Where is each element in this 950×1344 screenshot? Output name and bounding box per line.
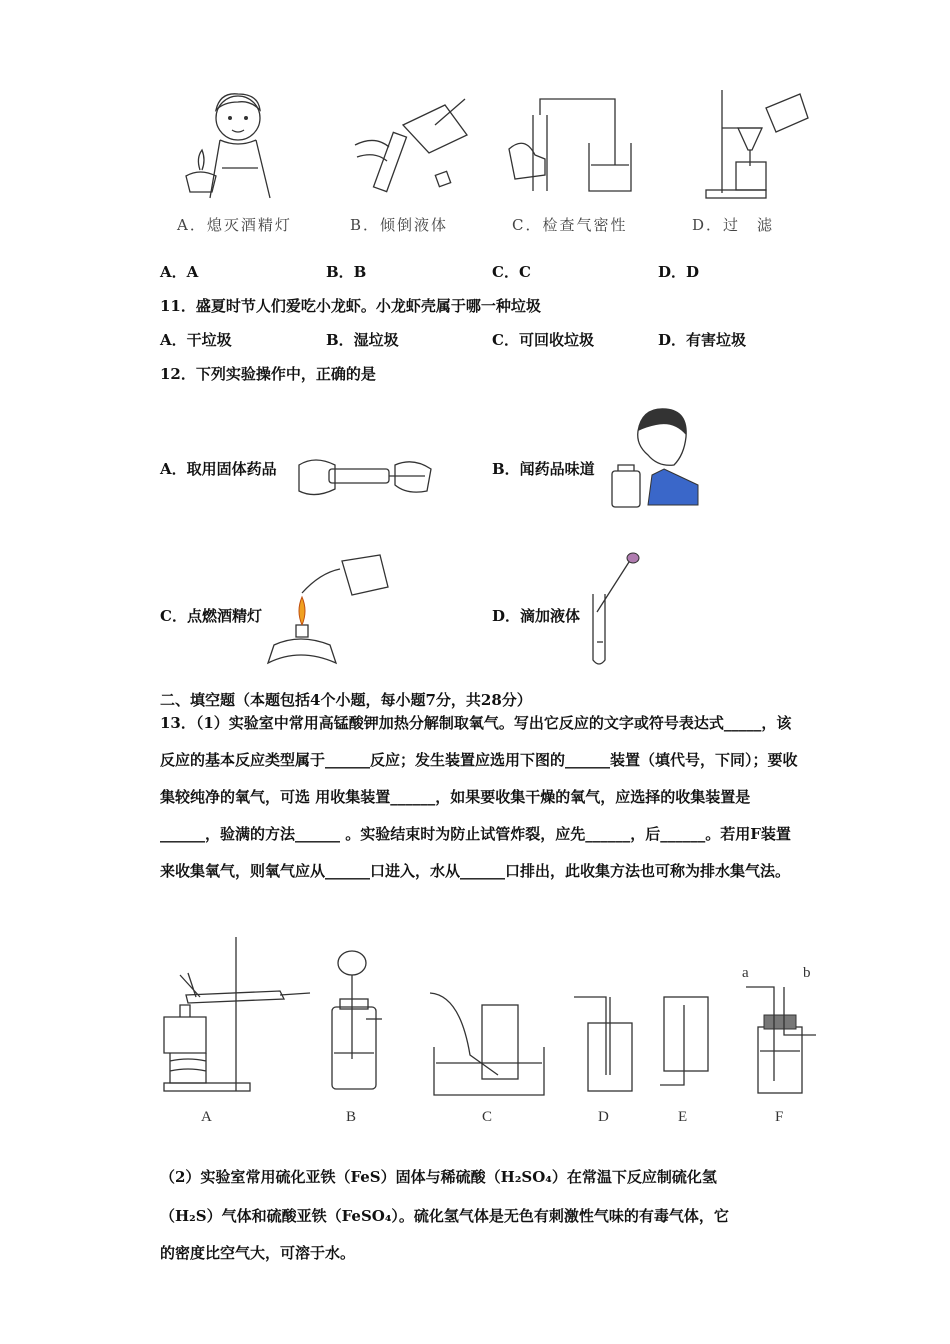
- q10-option-c: C．C: [492, 263, 531, 281]
- lighting-lamp-drawing: [260, 553, 390, 671]
- q10-option-d: D．D: [658, 263, 700, 281]
- apparatus-label-b: B: [346, 1109, 357, 1125]
- figure-check-airtightness: [505, 95, 635, 197]
- apparatus-b: [332, 951, 382, 1089]
- figure-take-solid: [295, 455, 435, 505]
- apparatus-label-f: F: [775, 1109, 784, 1125]
- figure-drop-liquid: [585, 550, 645, 670]
- figure-smell-chemical: [608, 405, 700, 513]
- q11-option-b: B．湿垃圾: [326, 331, 399, 349]
- pouring-liquid-drawing: [345, 95, 475, 195]
- figure-extinguish-lamp: [180, 88, 300, 200]
- q13-part2-line3: 的密度比空气大，可溶于水。: [160, 1244, 356, 1262]
- apparatus-f: [746, 987, 816, 1093]
- boy-blowing-lamp-drawing: [180, 88, 300, 200]
- apparatus-a: [164, 937, 310, 1091]
- apparatus-label-c: C: [482, 1109, 493, 1125]
- figure-caption-b: B．倾倒液体: [350, 216, 449, 234]
- section-heading: 二、填空题（本题包括4个小题，每小题7分，共28分）: [160, 691, 532, 709]
- q13-part2-line2: （H₂S）气体和硫酸亚铁（FeSO₄）。硫化氢气体是无色有刺激性气味的有毒气体，它: [160, 1207, 729, 1225]
- q11-stem: 11．盛夏时节人们爱吃小龙虾。小龙虾壳属于哪一种垃圾: [160, 297, 541, 315]
- q13-part2-line1: （2）实验室常用硫化亚铁（FeS）固体与稀硫酸（H₂SO₄）在常温下反应制硫化氢: [160, 1168, 717, 1186]
- figure-pour-liquid: [345, 95, 475, 195]
- smelling-drawing: [608, 405, 700, 513]
- q12-option-d: D．滴加液体: [492, 607, 581, 625]
- filtration-drawing: [700, 88, 810, 203]
- solid-sampling-drawing: [295, 455, 435, 505]
- apparatus-d: [574, 997, 632, 1091]
- apparatus-c: [430, 993, 544, 1095]
- airtightness-drawing: [505, 95, 635, 197]
- figure-filtration: [700, 88, 810, 203]
- q11-option-d: D．有害垃圾: [658, 331, 747, 349]
- apparatus-label-f-port-a: a: [742, 965, 749, 981]
- q11-option-c: C．可回收垃圾: [492, 331, 594, 349]
- figure-light-lamp: [260, 553, 390, 671]
- apparatus-drawing: [160, 935, 820, 1105]
- q10-option-b: B．B: [326, 263, 367, 281]
- apparatus-figure: [160, 935, 820, 1105]
- q12-option-c: C．点燃酒精灯: [160, 607, 262, 625]
- dropping-liquid-drawing: [585, 550, 645, 670]
- q10-option-a: A．A: [160, 263, 199, 281]
- q11-option-a: A．干垃圾: [160, 331, 232, 349]
- figure-caption-c: C．检查气密性: [512, 216, 628, 234]
- q12-option-a: A．取用固体药品: [160, 460, 277, 478]
- apparatus-label-a: A: [201, 1109, 212, 1125]
- q13-part1: 13．（1）实验室中常用高锰酸钾加热分解制取氧气。写出它反应的文字或符号表达式_____，该反应的基本反应类型属于______反应；发生装置应选用下图的______装置（填代号，下同）；要收集较纯净的氧气，可选 用收集装置______，如果要收集干燥的氧气，应选择的收集装置是______，验满的方法______ 。实验结束时为防止试管炸裂，应先______，后______。若用F装置来收集氧气，则氧气应从______口进入，水从______口排出，此收集方法也可称为排水集气法。: [160, 714, 798, 880]
- apparatus-label-f-port-b: b: [803, 965, 811, 981]
- apparatus-e: [660, 997, 708, 1085]
- figure-caption-a: A．熄灭酒精灯: [177, 216, 292, 234]
- q12-option-b: B．闻药品味道: [492, 460, 595, 478]
- apparatus-label-e: E: [678, 1109, 688, 1125]
- figure-caption-d: D．过 滤: [692, 216, 775, 234]
- q12-stem: 12．下列实验操作中，正确的是: [160, 365, 376, 383]
- apparatus-label-d: D: [598, 1109, 609, 1125]
